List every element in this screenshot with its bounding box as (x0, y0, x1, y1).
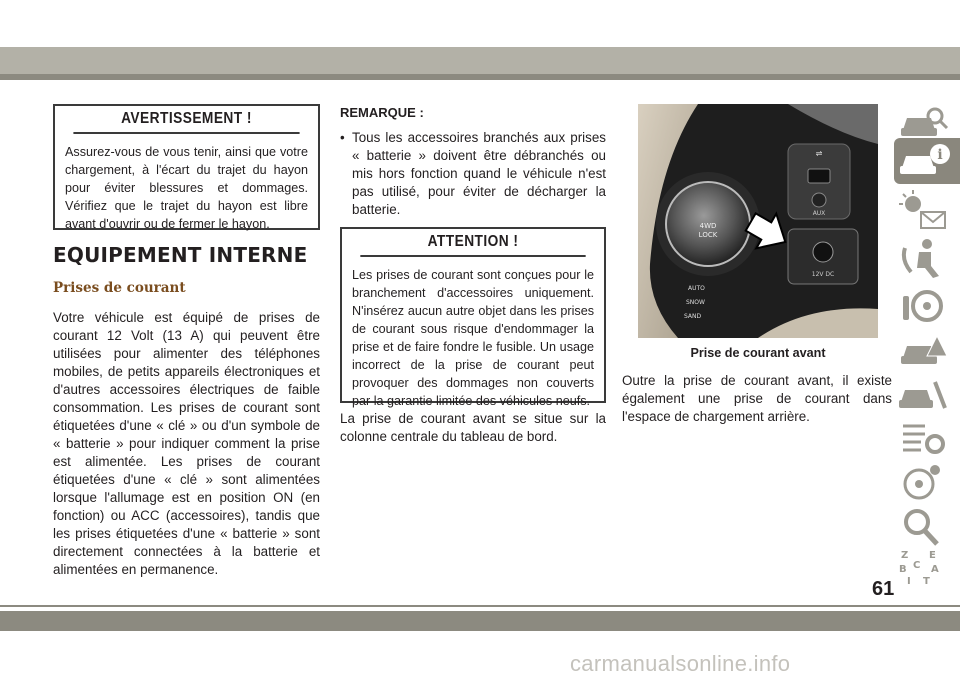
4wd-label: 4WD (699, 222, 717, 230)
index-letter: C (913, 560, 921, 571)
section-title: EQUIPEMENT INTERNE (53, 243, 308, 267)
tab-vehicle-info[interactable] (894, 138, 960, 184)
subsection-title: Prises de courant (53, 280, 186, 296)
car-info-icon (894, 138, 960, 184)
12v-label: 12V DC (811, 271, 835, 278)
specs-gear-icon (897, 416, 949, 462)
bottom-band-line (0, 605, 960, 607)
tab-index[interactable] (897, 548, 949, 594)
tab-search[interactable] (897, 504, 949, 550)
index-letter: I (907, 576, 911, 587)
info-glyph: i (937, 147, 943, 163)
tab-multimedia[interactable] (897, 460, 949, 506)
warning-text: Assurez-vous de vous tenir, ainsi que votre chargement, à l'écart du trajet du hayon pour éviter blessures et dommages. Vérifiez que le trajet du hayon est libre avant d'ouvrir ou de fermer le hayon. (65, 145, 308, 231)
page-number: 61 (872, 578, 895, 600)
remark-label: REMARQUE : (340, 105, 424, 120)
index-letters-icon (897, 548, 949, 594)
power-outlet-photo (638, 104, 878, 338)
index-letter: T (923, 576, 930, 587)
search-icon (897, 504, 949, 550)
light-mail-icon (897, 188, 949, 234)
middle-column (340, 104, 606, 219)
middle-paragraph: La prise de courant avant se situe sur la colonne centrale du tableau de bord. (340, 411, 606, 444)
auto-label: AUTO (688, 285, 705, 292)
index-letter: A (931, 564, 939, 575)
sand-label: SAND (684, 313, 702, 320)
console-illustration (638, 104, 878, 338)
index-letter: Z (901, 550, 909, 561)
warning-box (53, 104, 320, 230)
tab-safety[interactable] (897, 236, 949, 282)
car-warning-icon (897, 328, 949, 374)
lock-label: LOCK (698, 231, 718, 239)
multimedia-icon (897, 460, 949, 506)
right-paragraph: Outre la prise de courant avant, il existe également une prise de courant dans l'espace de chargement arrière. (622, 373, 892, 424)
remark-bullet (340, 129, 606, 219)
remark-bullet-text: Tous les accessoires branchés aux prises « batterie » doivent être débranchés ou mis hors fonction quand le véhicule n'est pas utilisé, pour éviter de décharger la batterie. (352, 130, 606, 217)
index-letter: B (899, 564, 907, 575)
top-band-stripe (0, 74, 960, 80)
seat-airbag-icon (897, 236, 949, 282)
left-paragraph: Votre véhicule est équipé de prises de courant 12 Volt (13 A) qui peuvent être utilisées pour alimenter des téléphones mobiles, de petits appareils électroniques et d'autres accessoires électriques de faible consommation. Les prises de courant sont étiquetées d'une « clé » ou d'un symbole de « batterie » pour indiquer comment la prise est alimentée. Les prises de courant étiquetées d'une « clé » sont alimentées lorsque l'allumage est en position ON (en fonction) ou ACC (accessoires), tandis que les prises étiquetées d'une « batterie » sont directement connectées à la batterie et alimentées en permanence. (53, 310, 320, 577)
tab-specifications[interactable] (897, 416, 949, 462)
attention-text: Les prises de courant sont conçues pour le branchement d'accessoires uniquement. N'insérez aucun autre objet dans les prises de courant sous risque d'endommager la prise et de faire fondre le fusible. Un usage incorrect de la prise de courant peut provoquer des dommages non couverts par la garantie limitée des véhicules neufs. (352, 268, 594, 408)
attention-title: ATTENTION ! (360, 229, 585, 257)
warning-title: AVERTISSEMENT ! (73, 106, 299, 134)
left-body (53, 309, 320, 579)
attention-box (340, 227, 606, 408)
index-letter: E (929, 550, 936, 561)
photo-caption: Prise de courant avant (690, 346, 826, 360)
steering-wheel-icon (897, 282, 949, 328)
watermark: carmanualsonline.info (570, 651, 791, 676)
car-wrench-icon (897, 372, 949, 418)
snow-label: SNOW (686, 299, 705, 306)
aux-label: AUX (812, 210, 826, 217)
usb-icon: ⇌ (815, 149, 823, 158)
top-band (0, 47, 960, 80)
middle-body (340, 410, 606, 446)
right-body (622, 372, 892, 426)
bottom-band (0, 611, 960, 631)
tab-maintenance[interactable] (897, 372, 949, 418)
tab-emergency[interactable] (897, 328, 949, 374)
bullet-icon: • (340, 130, 345, 145)
tab-driving[interactable] (897, 282, 949, 328)
tab-warning-lights[interactable] (897, 188, 949, 234)
